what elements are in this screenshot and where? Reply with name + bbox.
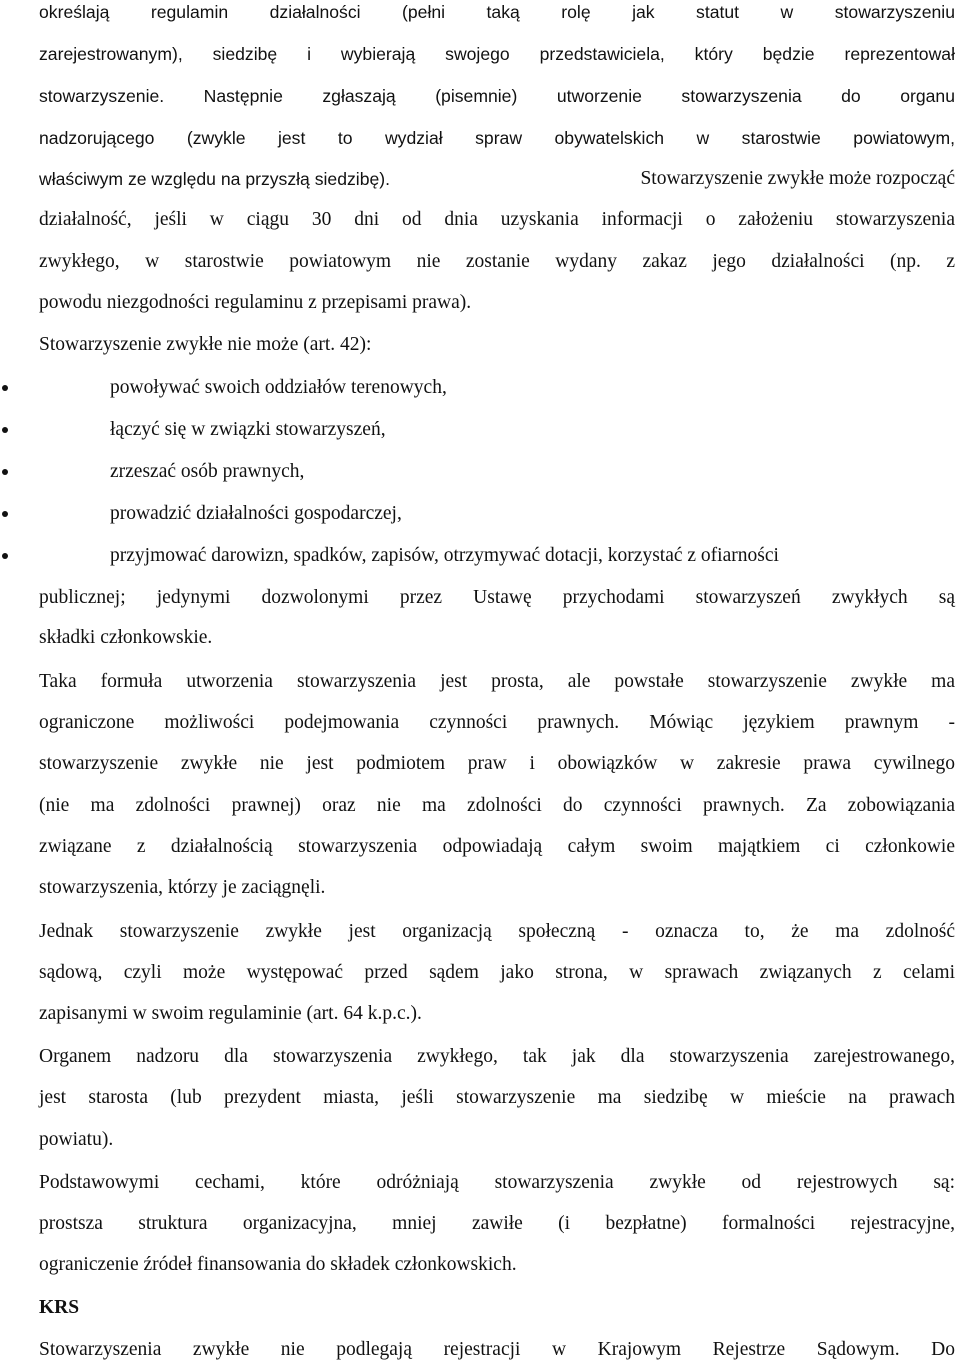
paragraph-line: prostsza struktura organizacyjna, mniej zawiłe (i bezpłatne) formalności rejestracyjne, [39,1213,955,1234]
bullet-icon [2,553,8,559]
paragraph-line: powiatu). [39,1129,114,1150]
paragraph-line: powodu niezgodności regulaminu z przepisami prawa). [39,292,472,313]
paragraph-line: Taka formuła utworzenia stowarzyszenia jest prosta, ale powstałe stowarzyszenie zwykłe ma [39,671,955,692]
bullet-icon [2,427,8,433]
paragraph-line: stowarzyszenie zwykłe nie jest podmiotem praw i obowiązków w zakresie prawa cywilnego [39,753,955,774]
paragraph-line: nadzorującego (zwykle jest to wydział spraw obywatelskich w starostwie powiatowym, [39,128,955,148]
paragraph-line: zwykłego, w starostwie powiatowym nie zostanie wydany zakaz jego działalności (np. z [39,251,955,272]
paragraph-line: stowarzyszenie. Następnie zgłaszają (pisemnie) utworzenie stowarzyszenia do organu [39,86,955,106]
paragraph-line: Jednak stowarzyszenie zwykłe jest organizacją społeczną - oznacza to, że ma zdolność [39,921,955,942]
paragraph-line: Stowarzyszenia zwykłe nie podlegają rejestracji w Krajowym Rejestrze Sądowym. Do [39,1339,955,1360]
paragraph-line: Organem nadzoru dla stowarzyszenia zwykłego, tak jak dla stowarzyszenia zarejestrowanego, [39,1046,955,1067]
paragraph-line: określają regulamin działalności (pełni taką rolę jak statut w stowarzyszeniu [39,2,955,22]
paragraph-line: zarejestrowanym), siedzibę i wybierają swojego przedstawiciela, który będzie reprezentował [39,44,955,64]
bullet-icon [2,511,8,517]
paragraph-line: (nie ma zdolności prawnej) oraz nie ma zdolności do czynności prawnych. Za zobowiązania [39,795,955,816]
list-item-text: zrzeszać osób prawnych, [110,461,305,482]
paragraph-line: Stowarzyszenie zwykłe może rozpocząć [640,168,955,189]
bullet-icon [2,385,8,391]
list-item-text: łączyć się w związki stowarzyszeń, [110,419,386,440]
paragraph-line: właściwym ze względu na przyszłą siedzibę). [39,169,391,189]
paragraph-line: jest starosta (lub prezydent miasta, jeśli stowarzyszenie ma siedzibę w mieście na prawach [39,1087,955,1108]
paragraph-line: stowarzyszenia, którzy je zaciągnęli. [39,877,326,898]
paragraph-line: działalność, jeśli w ciągu 30 dni od dnia uzyskania informacji o założeniu stowarzyszenia [39,209,955,230]
list-item-text: powoływać swoich oddziałów terenowych, [110,377,447,398]
list-item-text: przyjmować darowizn, spadków, zapisów, otrzymywać dotacji, korzystać z ofiarności [110,545,779,566]
paragraph-line: składki członkowskie. [39,627,213,648]
paragraph-line: zapisanymi w swoim regulaminie (art. 64 k.p.c.). [39,1003,422,1024]
paragraph-line: publicznej; jedynymi dozwolonymi przez Ustawę przychodami stowarzyszeń zwykłych są [39,587,955,608]
paragraph-line: związane z działalnością stowarzyszenia odpowiadają całym swoim majątkiem ci członkowie [39,836,955,857]
paragraph-line: ograniczenie źródeł finansowania do składek członkowskich. [39,1254,517,1275]
bullet-icon [2,469,8,475]
paragraph-line: Podstawowymi cechami, które odróżniają stowarzyszenia zwykłe od rejestrowych są: [39,1172,955,1193]
paragraph-line: Stowarzyszenie zwykłe nie może (art. 42): [39,334,372,355]
section-heading: KRS [39,1297,80,1318]
paragraph-line: sądową, czyli może występować przed sądem jako strona, w sprawach związanych z celami [39,962,955,983]
paragraph-line: ograniczone możliwości podejmowania czynności prawnych. Mówiąc językiem prawnym - [39,712,955,733]
list-item-text: prowadzić działalności gospodarczej, [110,503,402,524]
